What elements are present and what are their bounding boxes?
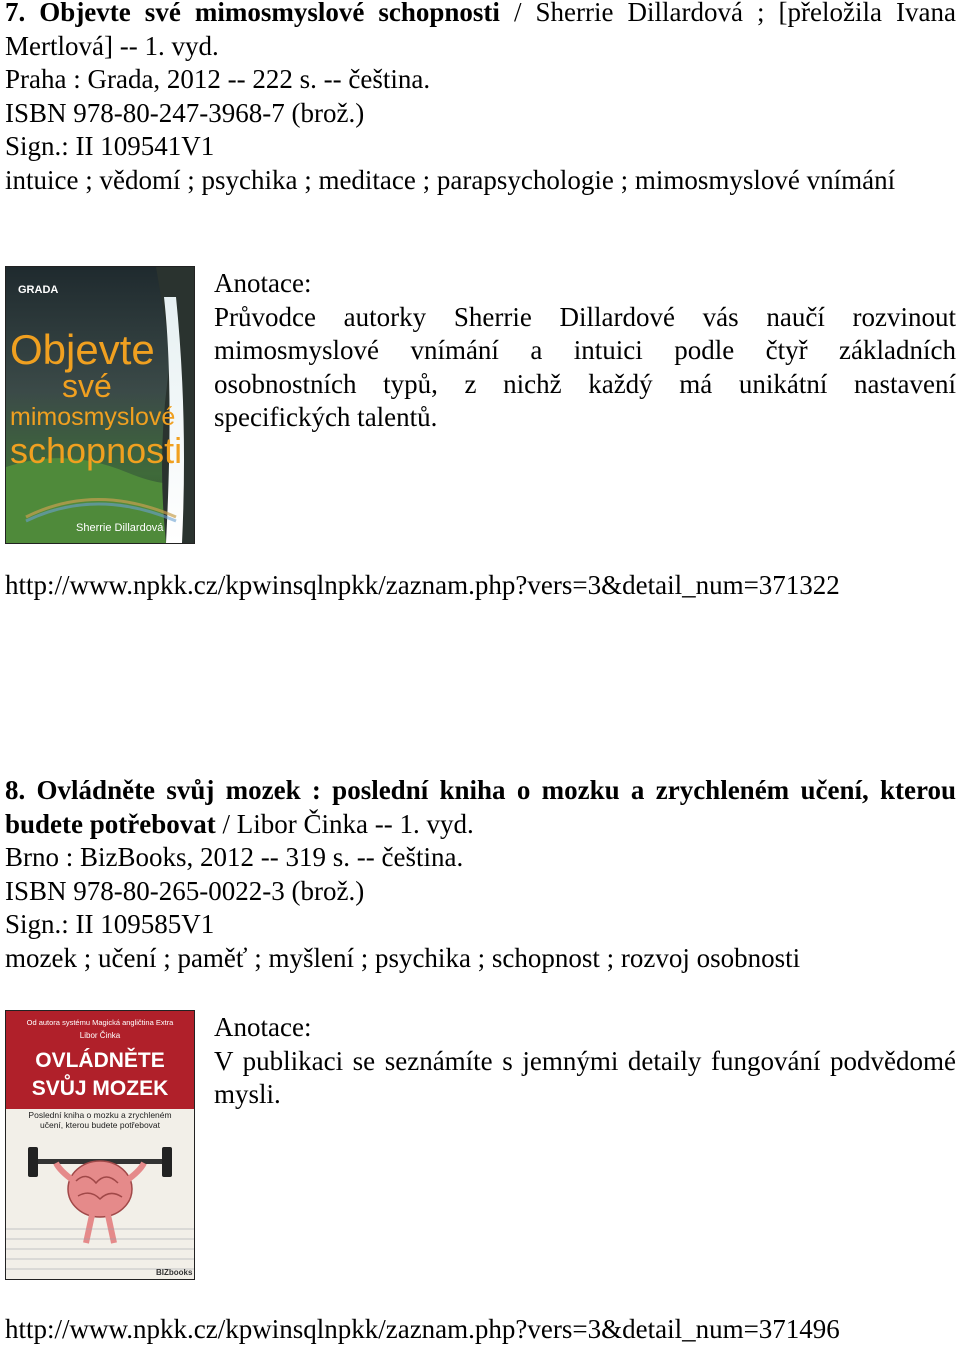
- cover-subtitle: Poslední kniha o mozku a zrychleném učení, kterou budete potřebovat: [28, 1110, 172, 1130]
- annotation-label: Anotace:: [214, 1012, 312, 1042]
- record-publication: Praha : Grada, 2012 -- 222 s. -- čeština.: [5, 64, 431, 95]
- cover-title-line-2: své: [62, 368, 112, 404]
- cover-publisher: GRADA: [18, 284, 59, 296]
- record-signature: Sign.: II 109585V1: [5, 909, 215, 940]
- book-cover-7: [5, 266, 195, 544]
- record-7-url: http://www.npkk.cz/kpwinsqlnpkk/zaznam.php?vers=3&detail_num=371322: [5, 570, 840, 600]
- record-responsibility: / Sherrie Dillardová ; [přeložila Ivana Mertlová] -- 1. vyd.: [5, 0, 956, 61]
- cover-publisher: BIZbooks: [156, 1268, 193, 1277]
- annotation-label: Anotace:: [214, 268, 312, 298]
- annotation-7: [214, 267, 956, 435]
- annotation-8: [214, 1011, 956, 1112]
- cover-title-line-1: OVLÁDNĚTE: [35, 1049, 165, 1072]
- cover-author: Sherrie Dillardová: [76, 522, 164, 534]
- annotation-text: Průvodce autorky Sherrie Dillardové vás naučí rozvinout mimosmyslové vnímání a intuici podle čtyř základních osobnostních typů, z nichž každý má unikátní nastavení specifických talentů.: [214, 301, 956, 433]
- record-title: Objevte své mimosmyslové schopnosti: [39, 0, 500, 27]
- record-8: [5, 774, 956, 976]
- record-isbn: ISBN 978-80-247-3968-7 (brož.): [5, 97, 365, 128]
- cover-title-line-1: Objevte: [10, 326, 155, 373]
- record-8-url: http://www.npkk.cz/kpwinsqlnpkk/zaznam.php?vers=3&detail_num=371496: [5, 1314, 840, 1344]
- record-responsibility: / Libor Činka -- 1. vyd.: [222, 808, 474, 839]
- record-signature: Sign.: II 109541V1: [5, 131, 215, 162]
- record-8-title-line: [5, 774, 956, 841]
- record-keywords: intuice ; vědomí ; psychika ; meditace ; parapsychologie ; mimosmyslové vnímání: [5, 164, 896, 195]
- cover-author: Libor Činka: [79, 1031, 121, 1040]
- record-publication: Brno : BizBooks, 2012 -- 319 s. -- čeština.: [5, 842, 464, 873]
- record-number: 7.: [5, 0, 26, 27]
- record-7-title-line: [5, 0, 956, 63]
- cover-title-line-4: schopnosti: [10, 430, 183, 471]
- cover-title-line-3: mimosmyslové: [10, 403, 176, 431]
- record-7: [5, 0, 956, 198]
- record-number: 8.: [5, 775, 26, 805]
- book-cover-8: [5, 1010, 195, 1280]
- record-keywords: mozek ; učení ; paměť ; myšlení ; psychika ; schopnost ; rozvoj osobnosti: [5, 942, 801, 973]
- annotation-text: V publikaci se seznámíte s jemnými detaily fungování podvědomé mysli.: [214, 1045, 956, 1110]
- record-isbn: ISBN 978-80-265-0022-3 (brož.): [5, 875, 365, 906]
- record-title: Ovládněte svůj mozek : poslední kniha o mozku a zrychleném učení, kterou budete potřebovat: [5, 775, 957, 839]
- cover-title-line-2: SVŮJ MOZEK: [31, 1077, 169, 1100]
- cover-tagline: Od autora systému Magická angličtina Extra: [26, 1018, 174, 1027]
